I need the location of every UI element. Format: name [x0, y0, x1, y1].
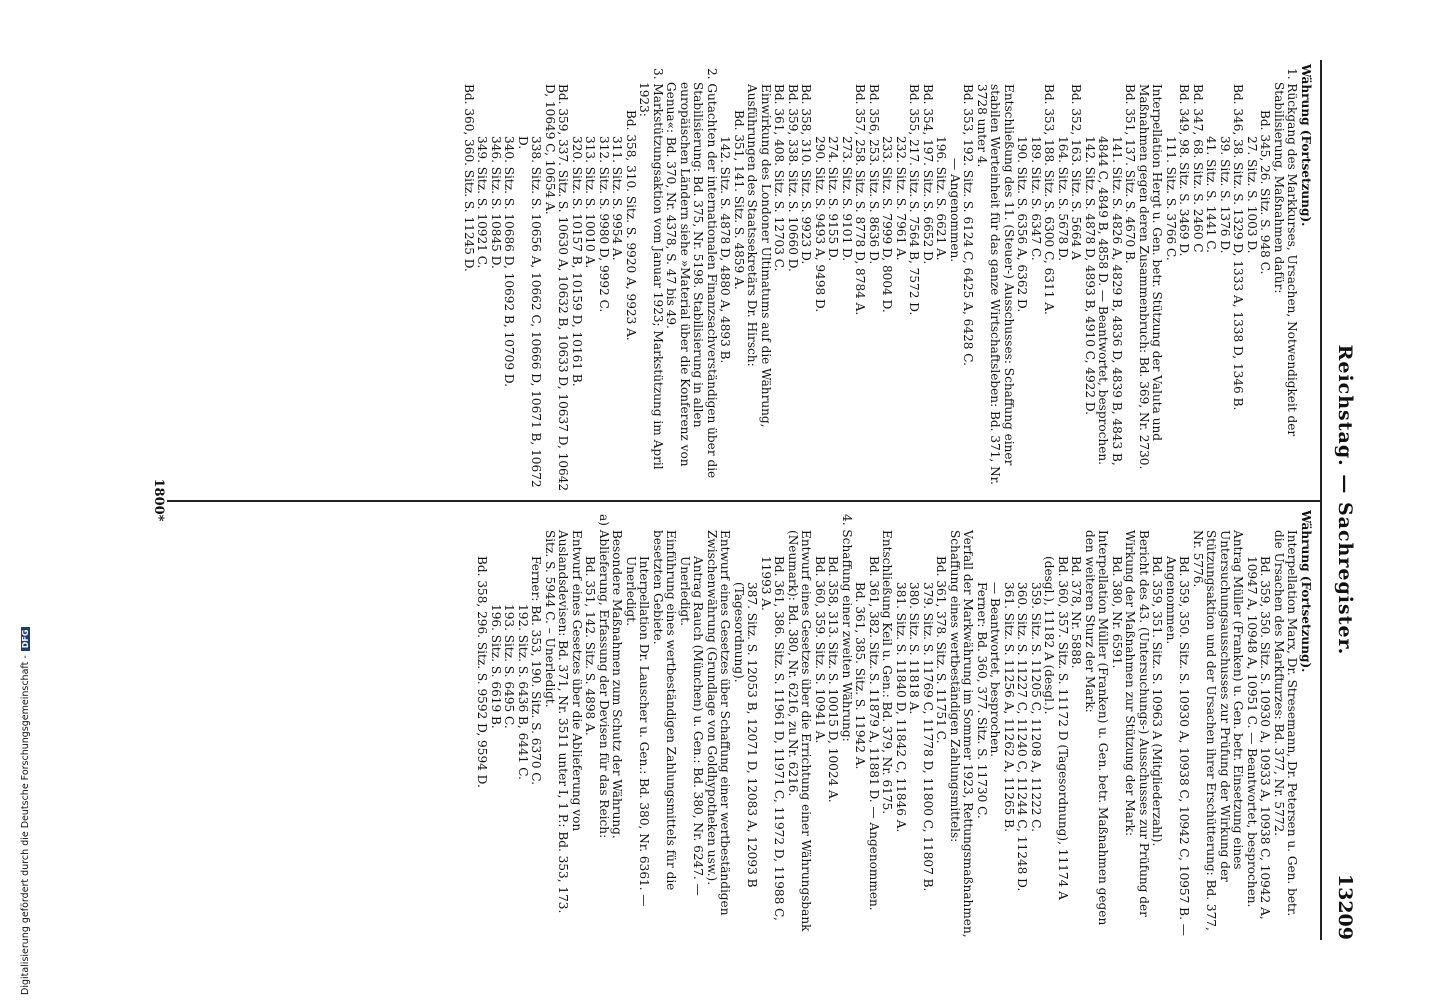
index-entry: Antrag Müller (Franken) u. Gen. betr. Einsetzung eines Untersuchungsausschusses zur Prüfung der Wirkung der Stützungsaktion und der Ursachen ihrer Erschütterung: Bd. 377, Nr. 5776.	[1191, 530, 1246, 931]
index-entry: Bd. 345, 26. Sitz. S. 948 C.	[1258, 110, 1273, 275]
index-entry: Ferner: Bd. 360, 377. Sitz. S. 11730 C.	[975, 582, 989, 819]
index-entry: Bd. 359, 351. Sitz. S. 10963 A (Mitgliederzahl).	[1150, 556, 1165, 847]
index-entry: Entschließung Keil u. Gen.: Bd. 379, Nr. 6175.	[880, 530, 895, 815]
index-entry: 380. Sitz. S. 11818 A.	[907, 582, 922, 715]
page-footer: 1800*	[151, 478, 166, 522]
index-entry: 27. Sitz. S. 1003 D.	[1245, 136, 1259, 254]
dfg-logo: DFG	[21, 627, 30, 652]
index-entry: Bd. 349, 98. Sitz. S. 3469 D.	[1177, 84, 1192, 257]
index-entry: 41. Sitz. S. 1441 C.	[1204, 136, 1219, 253]
index-entry: Bd. 361, 408. Sitz. S. 12703 C.	[772, 84, 787, 272]
index-entry: 3. Markstützungsaktion vom Januar 1923; Markstützung im April 1923:	[637, 68, 665, 470]
index-entry: Bd. 361, 386. Sitz. S. 11961 D, 11971 C, 11972 D, 11988 C, 11993 A.	[759, 556, 787, 921]
index-entry: Einwirkung des Londoner Ultimatums auf die Währung, Ausführungen des Staatssekretärs Dr. Hirsch:	[745, 84, 773, 428]
index-entry: Bd. 354, 197. Sitz. S. 6652 D.	[921, 84, 935, 265]
index-entry: Entwurf eines Gesetzes über Schaffung einer wertbeständigen Zwischenwährung (Grundlage von Goldhypotheken usw.).	[705, 530, 733, 916]
index-entry: Bd. 353, 188. Sitz. S. 6300 C, 6311 A.	[1042, 84, 1057, 315]
index-entry: Bd. 351, 142. Sitz. S. 4898 A.	[583, 556, 598, 736]
section-heading: Währung (Fortsetzung).	[1299, 64, 1313, 227]
left-column	[462, 64, 1313, 492]
index-entry: Entschließung des 11. (Steuer-) Ausschusses: Schaffung einer stabilen Werteinheit für das ganze Wirtschaftsleben: Bd. 371, Nr. 3728 unter 4.	[975, 84, 1016, 485]
index-entry: Interpellation Müller (Franken) u. Gen. betr. Maßnahmen gegen den weiteren Sturz der Mark:	[1083, 530, 1111, 926]
index-entry: 361. Sitz. S. 11256 A, 11262 A, 11265 B.	[1002, 582, 1016, 832]
index-entry: Bd. 351, 141. Sitz. S. 4859 A.	[732, 110, 746, 290]
right-column	[475, 510, 1312, 938]
page-header	[1316, 60, 1356, 940]
index-entry: 39. Sitz. S. 1376 D.	[1218, 136, 1232, 254]
index-entry: 312. Sitz. S. 9980 D, 9992 C.	[597, 136, 611, 313]
index-entry: Bd. 360, 360. Sitz. S. 11245 D.	[462, 84, 476, 272]
index-entry: Bd. 352, 163. Sitz. S. 5664 A	[1069, 84, 1084, 260]
index-entry: Bd. 358, 310. Sitz. S. 9923 D.	[799, 84, 814, 265]
index-entry: Bd. 355, 217. Sitz. S. 7564 B, 7572 D.	[907, 84, 922, 316]
column-divider	[167, 500, 1322, 502]
index-entry: 349. Sitz. S. 10921 C.	[475, 136, 490, 269]
index-entry: Bd. 357, 258. Sitz. S. 8778 D, 8784 A.	[853, 84, 868, 316]
index-entry: — Angenommen.	[948, 158, 962, 263]
index-entry: 313. Sitz. S. 10010 A.	[583, 136, 598, 269]
index-entry: Bd. 358, 310. Sitz. S. 9920 A, 9923 A.	[624, 110, 638, 341]
index-entry: Bd. 360, 357. Sitz. S. 11172 D (Tagesordnung), 11174 A (desgl.), 11182 A (desgl.).	[1042, 556, 1070, 900]
index-entry: Verfall der Markwährung im Sommer 1923, Rettungsmaßnahmen, Schaffung eines wertbeständigen Zahlungsmittels:	[948, 530, 976, 938]
index-entry: 381. Sitz. S. 11840 D, 11842 C, 11846 A.	[894, 582, 908, 833]
index-entry: 233. Sitz. S. 7999 D, 8004 D.	[880, 136, 895, 313]
index-entry: 193. Sitz. S. 6495 C.	[502, 604, 517, 729]
index-entry: 346. Sitz. S. 10845 D.	[489, 136, 503, 269]
index-entry: 2. Gutachten der internationalen Finanzsachverständigen über die Stabilisierung: Bd. 375, Nr. 5198. Stabilisierung in allen europäischen Ländern siehe »Material über die Konferenz von Genua«: Bd. 370, Nr. 4378, S. 47 bis 49.	[664, 68, 719, 479]
index-entry: 338. Sitz. S. 10656 A, 10662 C, 10666 D, 10671 B, 10672 D.	[516, 136, 544, 488]
index-entry: Bd. 359, 350. Sitz. S. 10930 A, 10933 A, 10938 C, 10942 A, 10947 A, 10948 A, 10951 C. — Beantwortet, besprochen.	[1245, 556, 1273, 920]
index-entry: Entwurf eines Gesetzes über die Ablieferung von Auslandsdevisen: Bd. 371, Nr. 3511 unter I, 1 P.: Bd. 353, 173. Sitz. S. 5944 C. – Unerledigt.	[543, 530, 584, 914]
index-entry: Bd. 359, 350. Sitz. S. 10930 A, 10938 C, 10942 C, 10957 B. — Angenommen.	[1164, 556, 1192, 936]
index-entry: Bd. 359, 337. Sitz. S. 10630 A, 10632 B, 10633 D, 10637 D, 10642 D, 10649 C, 10654 A.	[543, 84, 571, 492]
index-entry: Bd. 380, Nr. 6591.	[1110, 556, 1124, 669]
index-entry: a) Ablieferung, Erfassung der Devisen für das Reich:	[597, 514, 611, 839]
index-entry: Einführung eines wertbeständigen Zahlungsmittels für die besetzten Gebiete.	[651, 530, 679, 891]
index-entry: Ferner: Bd. 353, 190. Sitz. S. 6370 C.	[529, 556, 544, 786]
index-entry: Bericht des 43. (Untersuchungs-) Ausschusses zur Prüfung der Wirkung der Maßnahmen zur Stützung der Mark:	[1123, 530, 1151, 917]
index-entry: 142. Sitz. S. 4878 D, 4880 A, 4893 B.	[718, 136, 733, 364]
index-entry: 4. Schaffung einer zweiten Währung:	[840, 514, 854, 742]
index-entry: Bd. 378, Nr. 5888.	[1069, 556, 1084, 669]
index-entry: Interpellation Hergt u. Gen. betr. Stützung der Valuta und Maßnahmen gegen deren Zusammenbruch: Bd. 369, Nr. 2730.	[1137, 84, 1165, 470]
index-entry: 340. Sitz. S. 10686 D, 10692 B, 10709 D.	[502, 136, 517, 387]
index-entry: Bd. 347, 68. Sitz. S. 2460 C	[1191, 84, 1205, 253]
index-entry: 189. Sitz. S. 6347 C.	[1029, 136, 1043, 261]
index-entry: Bd. 361, 382. Sitz. S. 11879 A, 11881 D. — Angenommen.	[867, 556, 881, 911]
index-entry: Entwurf eines Gesetzes über die Errichtung einer Währungsbank (Neumark): Bd. 380, Nr. 6216, zu Nr. 6216.	[786, 530, 814, 932]
index-entry: 273. Sitz. S. 9101 D.	[840, 136, 854, 262]
index-entry: Bd. 360, 359. Sitz. S. 10941 A.	[813, 556, 827, 744]
page-number: 13209	[1334, 873, 1356, 940]
index-entry: Bd. 359, 338. Sitz. S. 10660 D.	[786, 84, 800, 272]
page-title: Reichstag. — Sachregister.	[1334, 344, 1356, 656]
index-entry: 359. Sitz. S. 11205 C, 11208 A, 11222 C.	[1029, 582, 1043, 832]
index-entry: 141. Sitz. S. 4826 A, 4829 B, 4836 D, 4839 B, 4843 B, 4844 C, 4849 B, 4858 D. — Beantwortet, besprochen.	[1096, 136, 1124, 466]
credit-text: Digitalisierung gefördert durch die Deutsche Forschungsgemeinschaft -	[20, 655, 31, 995]
index-entry: 164. Sitz. S. 5678 D.	[1056, 136, 1070, 262]
index-entry: 192. Sitz. S. 6436 B, 6441 C.	[516, 604, 530, 780]
index-entry: Interpellation Marx, Dr. Stresemann, Dr. Petersen u. Gen. betr. die Ursachen des Markfturzes: Bd. 377, Nr. 5772.	[1272, 530, 1300, 917]
index-entry: 196. Sitz. S. 6619 B.	[489, 604, 503, 729]
index-entry: Interpellation Dr. Lauscher u. Gen.: Bd. 380, Nr. 6361. — Unerledigt.	[624, 556, 652, 907]
index-entry: Bd. 358, 313. Sitz. S. 10015 D, 10024 A.	[826, 556, 841, 803]
digitization-credit	[0, 0, 31, 1000]
index-entry: 190. Sitz. S. 6356 A, 6362 D.	[1015, 136, 1030, 313]
index-entry: 360. Sitz. S. 11227 C, 11240 C, 11244 C, 11248 D.	[1015, 582, 1030, 892]
index-entry: 274. Sitz. S. 9155 D.	[826, 136, 841, 262]
index-entry: 290. Sitz. S. 9493 A, 9498 D.	[813, 136, 827, 313]
index-entry: 1. Rückgang des Markkurses, Ursachen, Notwendigkeit der Stabilisierung, Maßnahmen dafür:	[1272, 68, 1300, 437]
index-entry: 379. Sitz. S. 11769 C, 11778 D, 11800 C, 11807 B.	[921, 582, 935, 892]
index-entry: 387. Sitz. S. 12053 B, 12071 D, 12083 A, 12093 B (Tagesordnung).	[732, 582, 760, 888]
index-entry: Bd. 353, 192. Sitz. S. 6124 C, 6425 A, 6428 C.	[961, 84, 976, 366]
index-entry: Bd. 361, 378. Sitz. S. 11751 C.	[934, 556, 949, 744]
index-entry: 142. Sitz. S. 4878 D, 4893 B, 4910 C, 4922 D.	[1083, 136, 1097, 416]
index-entry: 232. Sitz. S. 7961 A.	[894, 136, 908, 261]
index-entry: Bd. 358, 296. Sitz. S. 9592 D, 9594 D.	[475, 556, 490, 788]
index-entry: Besondere Maßnahmen zum Schutz der Währung.	[610, 530, 625, 839]
index-entry: Bd. 346, 38. Sitz. S. 1329 D, 1333 A, 1338 D, 1346 B.	[1231, 84, 1246, 411]
index-entry: 196. Sitz. S. 6621 A.	[934, 136, 949, 261]
index-entry: 320. Sitz. S. 10157 B, 10159 D, 10161 B.	[570, 136, 584, 387]
index-entry: 111. Sitz. S. 3766 C.	[1164, 136, 1178, 261]
section-heading: Währung (Fortsetzung).	[1299, 510, 1313, 673]
index-entry: Bd. 351, 137. Sitz. S. 4670 B.	[1123, 84, 1138, 264]
index-entry: Bd. 356, 253. Sitz. S. 8636 D.	[867, 84, 881, 265]
index-entry: — Beantwortet, besprochen.	[988, 582, 1003, 758]
index-entry: Antrag Rauch (München) u. Gen.: Bd. 380, Nr. 6247. — Unerledigt.	[678, 556, 706, 896]
index-entry: 311. Sitz. S. 9954 A.	[610, 136, 625, 261]
index-entry: Bd. 361, 385. Sitz. S. 11942 A.	[853, 582, 868, 770]
